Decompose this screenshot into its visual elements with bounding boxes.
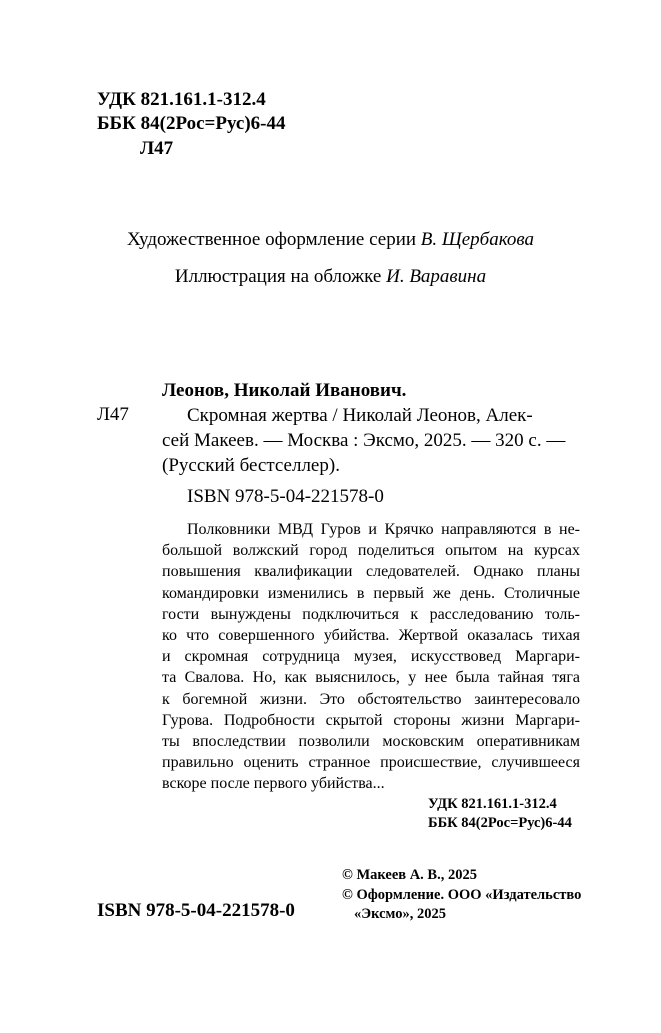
record-author: Леонов, Николай Иванович. — [162, 380, 407, 401]
annotation-line: ко что совершенного убийства. Жертвой оказалась тихая — [162, 626, 580, 644]
annotation-line: ты впоследствии позволили московским оперативникам — [162, 732, 580, 750]
bbk-code: ББК 84(2Рос=Рус)6-44 — [97, 113, 286, 134]
annotation-line: гости вынуждены подключиться к расследованию толь- — [162, 605, 580, 623]
cover-illustration-artist: И. Варавина — [386, 266, 487, 287]
annotation-line: и скромная сотрудница музея, искусствовед Маргари- — [162, 648, 580, 666]
annotation-line: Полковники МВД Гуров и Крячко направляются в не- — [187, 521, 580, 538]
copyright-design-line-1: © Оформление. ООО «Издательство — [342, 887, 582, 903]
annotation-line: правильно оценить странное происшествие, случившееся — [162, 754, 580, 772]
cover-illustration-label: Иллюстрация на обложке — [174, 266, 382, 287]
isbn-bottom: ISBN 978-5-04-221578-0 — [97, 900, 295, 921]
annotation-line: к богемной жизни. Это обстоятельство заинтересовало — [162, 690, 580, 708]
annotation-line: повышения квалификации следователей. Однако планы — [162, 563, 580, 581]
record-isbn: ISBN 978-5-04-221578-0 — [187, 486, 384, 507]
record-title-line-1: Скромная жертва / Николай Леонов, Алек- — [187, 405, 533, 426]
udk-code-small: УДК 821.161.1-312.4 — [428, 796, 557, 812]
series-design-artist: В. Щербакова — [420, 229, 534, 250]
record-author-sign: Л47 — [97, 404, 129, 425]
record-series: (Русский бестселлер). — [162, 455, 340, 476]
copyright-author: © Макеев А. В., 2025 — [342, 867, 477, 883]
udk-code: УДК 821.161.1-312.4 — [97, 89, 266, 110]
cover-illustration-credit — [0, 265, 661, 288]
annotation-line: Гурова. Подробности скрытой стороны жизни Маргари- — [162, 711, 580, 729]
record-title-line-2: сей Макеев. — Москва : Эксмо, 2025. — 320 с. — — [162, 430, 566, 451]
annotation-line: большой волжский город поделиться опытом на курсах — [162, 542, 580, 560]
author-sign-code: Л47 — [140, 138, 174, 159]
copyright-design-line-2: «Эксмо», 2025 — [354, 906, 446, 922]
series-design-label: Художественное оформление серии — [127, 229, 417, 250]
annotation-line: та Свалова. Но, как выяснилось, у нее была тайная тяга — [162, 669, 580, 687]
bbk-code-small: ББК 84(2Рос=Рус)6-44 — [428, 815, 572, 831]
annotation — [162, 519, 580, 794]
series-design-credit — [0, 228, 661, 251]
annotation-line: вскоре после первого убийства... — [162, 775, 385, 793]
annotation-line: командировки изменились в первый же день. Столичные — [162, 584, 580, 602]
